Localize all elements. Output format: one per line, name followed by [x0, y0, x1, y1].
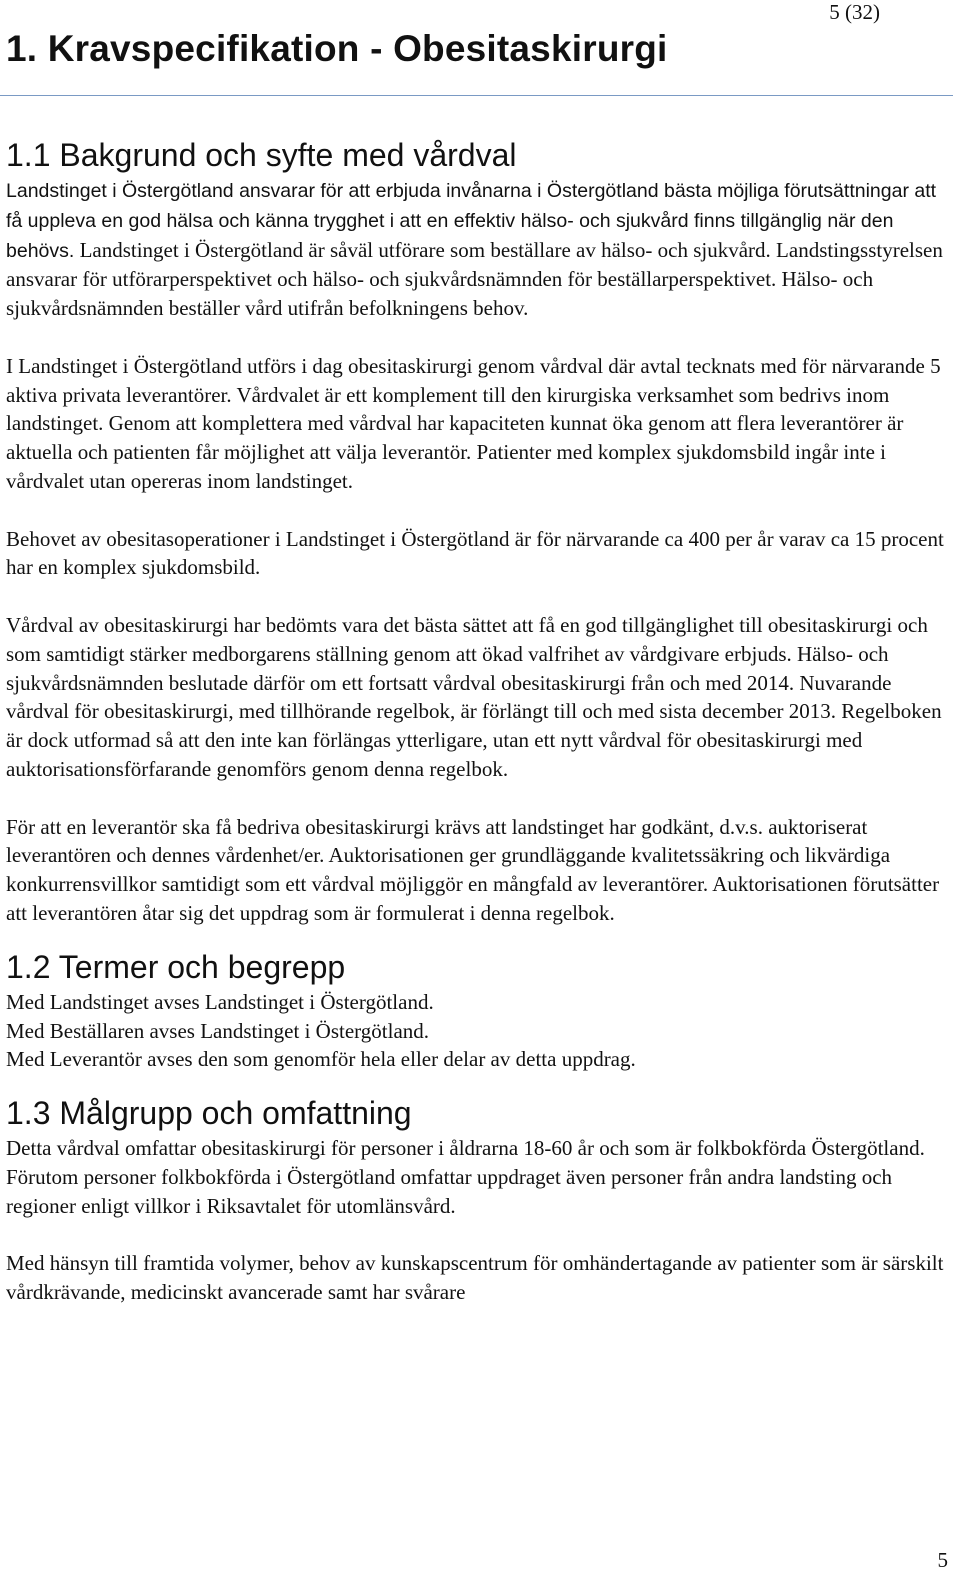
- section-heading-1-2: 1.2 Termer och begrepp: [6, 948, 346, 985]
- paragraph-demand: Behovet av obesitasoperationer i Landstinget i Östergötland är för närvarande ca 400 per år varav ca 15 procent har en komplex sjukdomsbild.: [6, 526, 944, 580]
- term-line: Med Beställaren avses Landstinget i Östergötland.: [6, 1018, 430, 1043]
- section-heading-1-3: 1.3 Målgrupp och omfattning: [6, 1095, 412, 1132]
- page-indicator: 5 (32): [829, 0, 880, 24]
- paragraph-target-group: Detta vårdval omfattar obesitaskirurgi för personer i åldrarna 18-60 år och som är folkbokförda Östergötland. Förutom personer folkbokförda i Östergötland omfattar uppdraget även personer från andra landsting och regioner enligt villkor i Riksavtalet för utomlänsvård.: [6, 1136, 925, 1218]
- title-divider: [0, 95, 953, 96]
- paragraph-authorization: För att en leverantör ska få bedriva obesitaskirurgi krävs att landstinget har godkänt, d.v.s. auktoriserat leverantören och dennes vårdenhet/er. Auktorisationen ger grundläggande kvalitetssäkring och likvärdiga konkurrensvillkor samtidigt som ett vårdval möjliggör en mångfald av leverantörer. Auktorisationen förutsätter att leverantören åtar sig det uppdrag som är formulerat i denna regelbok.: [6, 814, 940, 925]
- term-line: Med Landstinget avses Landstinget i Östergötland.: [6, 989, 434, 1014]
- section-heading-1-1: 1.1 Bakgrund och syfte med vårdval: [6, 137, 517, 173]
- document-title: 1. Kravspecifikation - Obesitaskirurgi: [6, 28, 668, 69]
- footer-page-number: 5: [937, 1548, 948, 1572]
- paragraph-background: [6, 176, 951, 323]
- paragraph-background-serif: Landstinget i Östergötland är såväl utförare som beställare av hälso- och sjukvård. Landstingsstyrelsen ansvarar för utförarperspektivet och hälso- och sjukvårdsnämnden för beställarperspektivet. Hälso- och sjukvårdsnämnden beställer vård utifrån befolkningens behov.: [6, 237, 943, 321]
- term-line: Med Leverantör avses den som genomför hela eller delar av detta uppdrag.: [6, 1047, 636, 1072]
- paragraph-current-state: I Landstinget i Östergötland utförs i dag obesitaskirurgi genom vårdval där avtal tecknats med för närvarande 5 aktiva privata leverantörer. Vårdvalet är ett komplement till den kirurgiska verksamhet som bedrivs inom landstinget. Genom att komplettera med vårdval har kapaciteten kunnat öka genom att flera leverantörer är aktuella och patienten får möjlighet att välja leverantör. Patienter med komplex sjukdomsbild ingår inte i vårdvalet utan opereras inom landstinget.: [6, 353, 941, 493]
- paragraph-background-sans: Landstinget i Östergötland ansvarar för att erbjuda invånarna i Östergötland bästa möjliga förutsättningar att få uppleva en god hälsa och känna trygghet i att en effektiv hälso- och sjukvård finns tillgänglig när den behövs.: [6, 180, 937, 262]
- document-body: [6, 134, 951, 1307]
- paragraph-vardval-decision: Vårdval av obesitaskirurgi har bedömts vara det bästa sättet att få en god tillgänglighet till obesitaskirurgi och som samtidigt stärker medborgarens ställning genom att ökad valfrihet av vårdgivare erbjuds. Hälso- och sjukvårdsnämnden beslutade därför om ett fortsatt vårdval obesitaskirurgi från och med 2014. Nuvarande vårdval för obesitaskirurgi, med tillhörande regelbok, är förlängt till och med sista december 2013. Regelboken är dock utformad så att den inte kan förlängas ytterligare, utan ett nytt vårdval för obesitaskirurgi med auktorisationsförfarande genomförs genom denna regelbok.: [6, 612, 942, 781]
- paragraph-future-volumes: Med hänsyn till framtida volymer, behov av kunskapscentrum för omhändertagande av patienter som är särskilt vårdkrävande, medicinskt avancerade samt har svårare: [6, 1251, 944, 1305]
